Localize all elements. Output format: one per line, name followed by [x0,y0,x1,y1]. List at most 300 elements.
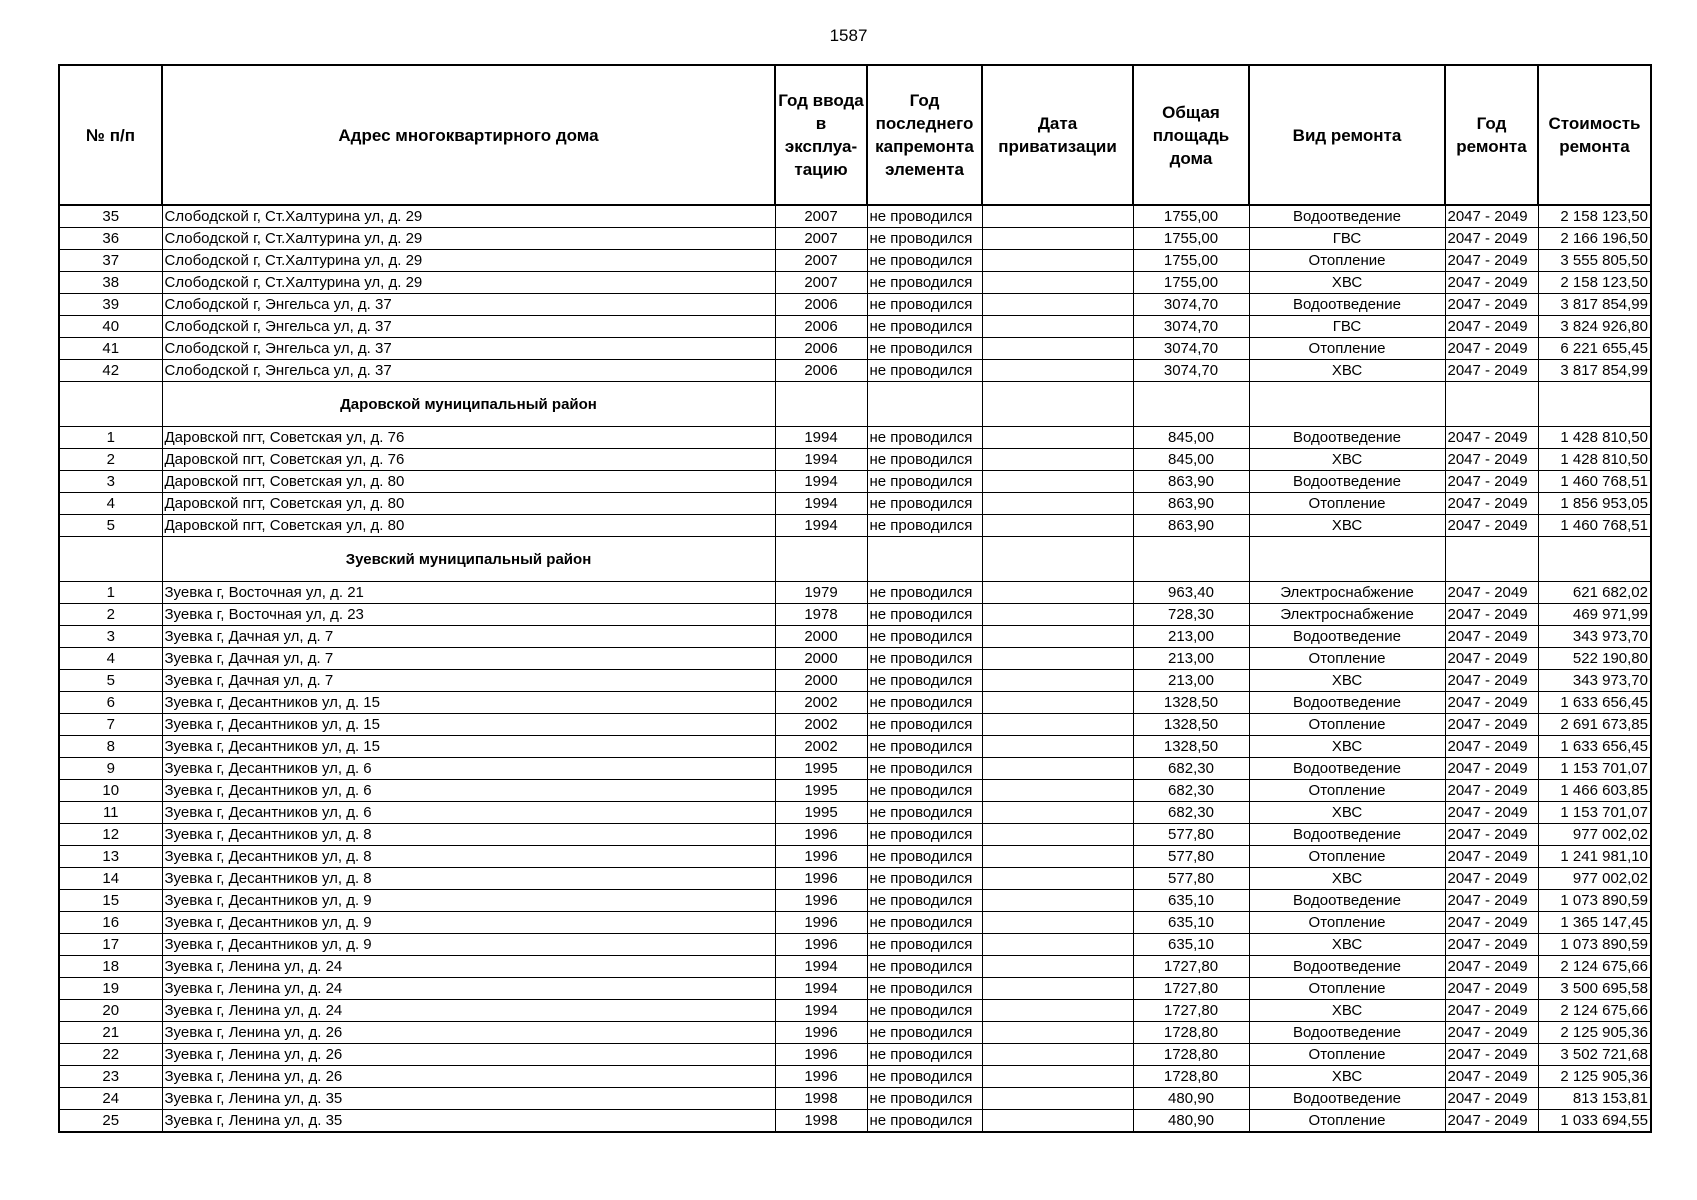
cell-address: Зуевка г, Десантников ул, д. 6 [162,802,775,824]
table-row [59,1044,1651,1066]
table-row [59,692,1651,714]
cell-repair-type: ХВС [1249,449,1445,471]
cell-address: Зуевка г, Десантников ул, д. 9 [162,912,775,934]
cell-cost: 3 555 805,50 [1538,250,1651,272]
cell-num: 41 [59,338,162,360]
cell-year: 2006 [775,338,867,360]
cell-repair-type: ХВС [1249,360,1445,382]
cell-last-repair: не проводился [867,1000,982,1022]
cell-repair-years: 2047 - 2049 [1445,493,1538,515]
cell-repair-type: Отопление [1249,250,1445,272]
cell-year: 1994 [775,515,867,537]
cell-last-repair: не проводился [867,670,982,692]
cell-address: Зуевка г, Ленина ул, д. 35 [162,1110,775,1133]
cell-repair-years: 2047 - 2049 [1445,1022,1538,1044]
section-row [59,537,1651,582]
cell-last-repair: не проводился [867,338,982,360]
cell-last-repair: не проводился [867,1044,982,1066]
cell-repair-type: Отопление [1249,714,1445,736]
header-repair-years: Год ремонта [1445,65,1538,205]
cell-last-repair: не проводился [867,205,982,228]
cell-privatization [982,780,1133,802]
cell-repair-type: ХВС [1249,272,1445,294]
section-empty-cell [1538,382,1651,427]
cell-year: 2002 [775,736,867,758]
header-num: № п/п [59,65,162,205]
cell-repair-type: Отопление [1249,338,1445,360]
cell-area: 3074,70 [1133,360,1249,382]
cell-repair-years: 2047 - 2049 [1445,1110,1538,1133]
cell-cost: 977 002,02 [1538,868,1651,890]
table-row [59,1088,1651,1110]
cell-year: 1996 [775,934,867,956]
cell-address: Зуевка г, Ленина ул, д. 35 [162,1088,775,1110]
table-header-row [59,65,1651,205]
cell-last-repair: не проводился [867,515,982,537]
cell-last-repair: не проводился [867,1066,982,1088]
cell-repair-type: Водоотведение [1249,1022,1445,1044]
cell-year: 2007 [775,205,867,228]
cell-area: 577,80 [1133,868,1249,890]
cell-privatization [982,1088,1133,1110]
cell-privatization [982,802,1133,824]
cell-repair-years: 2047 - 2049 [1445,670,1538,692]
table-row [59,1066,1651,1088]
cell-cost: 2 691 673,85 [1538,714,1651,736]
header-privatization: Дата приватизации [982,65,1133,205]
cell-cost: 2 125 905,36 [1538,1066,1651,1088]
cell-last-repair: не проводился [867,250,982,272]
cell-address: Даровской пгт, Советская ул, д. 80 [162,493,775,515]
cell-cost: 2 125 905,36 [1538,1022,1651,1044]
cell-address: Слободской г, Энгельса ул, д. 37 [162,316,775,338]
cell-area: 963,40 [1133,582,1249,604]
cell-address: Зуевка г, Десантников ул, д. 15 [162,692,775,714]
cell-privatization [982,582,1133,604]
cell-repair-type: Водоотведение [1249,758,1445,780]
cell-address: Зуевка г, Десантников ул, д. 9 [162,934,775,956]
cell-area: 213,00 [1133,670,1249,692]
table-row [59,471,1651,493]
cell-area: 635,10 [1133,934,1249,956]
cell-repair-years: 2047 - 2049 [1445,802,1538,824]
cell-repair-years: 2047 - 2049 [1445,205,1538,228]
cell-cost: 1 365 147,45 [1538,912,1651,934]
cell-repair-years: 2047 - 2049 [1445,1044,1538,1066]
cell-area: 1727,80 [1133,956,1249,978]
cell-num: 2 [59,449,162,471]
table-body [59,205,1651,1132]
cell-last-repair: не проводился [867,1022,982,1044]
cell-repair-type: Водоотведение [1249,626,1445,648]
cell-repair-type: Отопление [1249,493,1445,515]
cell-repair-type: Отопление [1249,912,1445,934]
cell-address: Зуевка г, Десантников ул, д. 6 [162,758,775,780]
cell-cost: 1 428 810,50 [1538,427,1651,449]
cell-privatization [982,316,1133,338]
cell-repair-years: 2047 - 2049 [1445,250,1538,272]
cell-area: 1755,00 [1133,272,1249,294]
cell-last-repair: не проводился [867,824,982,846]
cell-area: 863,90 [1133,493,1249,515]
cell-last-repair: не проводился [867,890,982,912]
cell-cost: 813 153,81 [1538,1088,1651,1110]
cell-last-repair: не проводился [867,427,982,449]
table-row [59,758,1651,780]
cell-year: 1996 [775,868,867,890]
cell-num: 8 [59,736,162,758]
cell-cost: 2 158 123,50 [1538,272,1651,294]
cell-address: Зуевка г, Десантников ул, д. 6 [162,780,775,802]
table-row [59,449,1651,471]
cell-year: 2007 [775,272,867,294]
cell-last-repair: не проводился [867,802,982,824]
section-title: Зуевский муниципальный район [162,537,775,582]
cell-last-repair: не проводился [867,956,982,978]
cell-num: 21 [59,1022,162,1044]
cell-last-repair: не проводился [867,1088,982,1110]
table-row [59,978,1651,1000]
table-row [59,582,1651,604]
cell-year: 2006 [775,316,867,338]
cell-num: 23 [59,1066,162,1088]
cell-cost: 1 073 890,59 [1538,890,1651,912]
table-row [59,824,1651,846]
cell-cost: 469 971,99 [1538,604,1651,626]
cell-area: 3074,70 [1133,316,1249,338]
cell-area: 682,30 [1133,802,1249,824]
cell-repair-years: 2047 - 2049 [1445,912,1538,934]
cell-last-repair: не проводился [867,604,982,626]
section-empty-cell [775,537,867,582]
table-row [59,846,1651,868]
cell-area: 1328,50 [1133,692,1249,714]
header-year-commission: Год ввода в эксплуа-тацию [775,65,867,205]
section-empty-cell [1445,382,1538,427]
cell-num: 1 [59,427,162,449]
cell-last-repair: не проводился [867,868,982,890]
cell-year: 1979 [775,582,867,604]
cell-last-repair: не проводился [867,272,982,294]
cell-area: 728,30 [1133,604,1249,626]
table-row [59,934,1651,956]
cell-privatization [982,978,1133,1000]
cell-year: 1994 [775,978,867,1000]
cell-area: 577,80 [1133,846,1249,868]
cell-cost: 1 633 656,45 [1538,692,1651,714]
cell-year: 2006 [775,360,867,382]
cell-area: 1727,80 [1133,978,1249,1000]
cell-num: 4 [59,493,162,515]
section-empty-cell [1249,537,1445,582]
cell-year: 1996 [775,912,867,934]
cell-repair-years: 2047 - 2049 [1445,1000,1538,1022]
header-cost: Стоимость ремонта [1538,65,1651,205]
cell-num: 35 [59,205,162,228]
cell-repair-type: Электроснабжение [1249,604,1445,626]
cell-area: 1755,00 [1133,250,1249,272]
cell-area: 213,00 [1133,648,1249,670]
cell-repair-type: Водоотведение [1249,1088,1445,1110]
section-empty-cell [1133,382,1249,427]
table-row [59,1022,1651,1044]
cell-year: 1996 [775,1066,867,1088]
cell-num: 4 [59,648,162,670]
cell-num: 7 [59,714,162,736]
cell-privatization [982,294,1133,316]
cell-privatization [982,427,1133,449]
table-row [59,294,1651,316]
cell-cost: 3 500 695,58 [1538,978,1651,1000]
cell-year: 1995 [775,780,867,802]
cell-address: Зуевка г, Десантников ул, д. 8 [162,846,775,868]
cell-last-repair: не проводился [867,780,982,802]
cell-repair-years: 2047 - 2049 [1445,294,1538,316]
cell-repair-type: Водоотведение [1249,471,1445,493]
cell-repair-years: 2047 - 2049 [1445,471,1538,493]
cell-address: Зуевка г, Дачная ул, д. 7 [162,648,775,670]
table-row [59,1000,1651,1022]
cell-cost: 3 817 854,99 [1538,360,1651,382]
table-row [59,493,1651,515]
cell-repair-years: 2047 - 2049 [1445,316,1538,338]
cell-privatization [982,205,1133,228]
cell-privatization [982,890,1133,912]
cell-last-repair: не проводился [867,493,982,515]
cell-address: Слободской г, Ст.Халтурина ул, д. 29 [162,272,775,294]
cell-address: Зуевка г, Десантников ул, д. 9 [162,890,775,912]
table-row [59,272,1651,294]
cell-repair-years: 2047 - 2049 [1445,868,1538,890]
cell-repair-type: Водоотведение [1249,890,1445,912]
table-row [59,868,1651,890]
cell-last-repair: не проводился [867,471,982,493]
cell-repair-years: 2047 - 2049 [1445,515,1538,537]
cell-num: 38 [59,272,162,294]
cell-year: 1978 [775,604,867,626]
cell-last-repair: не проводился [867,648,982,670]
cell-repair-years: 2047 - 2049 [1445,890,1538,912]
cell-repair-type: Электроснабжение [1249,582,1445,604]
cell-year: 2000 [775,626,867,648]
cell-repair-type: Отопление [1249,1110,1445,1133]
cell-num: 3 [59,626,162,648]
cell-privatization [982,1022,1133,1044]
cell-area: 1727,80 [1133,1000,1249,1022]
table-row [59,360,1651,382]
cell-privatization [982,824,1133,846]
cell-repair-years: 2047 - 2049 [1445,582,1538,604]
cell-cost: 621 682,02 [1538,582,1651,604]
cell-last-repair: не проводился [867,228,982,250]
cell-address: Зуевка г, Десантников ул, д. 8 [162,824,775,846]
cell-address: Зуевка г, Десантников ул, д. 15 [162,736,775,758]
cell-privatization [982,1044,1133,1066]
cell-privatization [982,846,1133,868]
cell-repair-years: 2047 - 2049 [1445,648,1538,670]
table-row [59,714,1651,736]
section-empty-cell [59,382,162,427]
cell-num: 16 [59,912,162,934]
cell-area: 1755,00 [1133,205,1249,228]
table-row [59,338,1651,360]
cell-last-repair: не проводился [867,360,982,382]
cell-address: Зуевка г, Восточная ул, д. 21 [162,582,775,604]
cell-repair-type: ХВС [1249,934,1445,956]
cell-area: 1328,50 [1133,736,1249,758]
table-row [59,780,1651,802]
cell-repair-type: Водоотведение [1249,294,1445,316]
cell-address: Слободской г, Энгельса ул, д. 37 [162,360,775,382]
section-empty-cell [1538,537,1651,582]
cell-repair-years: 2047 - 2049 [1445,846,1538,868]
cell-privatization [982,912,1133,934]
cell-address: Слободской г, Ст.Халтурина ул, д. 29 [162,250,775,272]
cell-repair-type: ХВС [1249,736,1445,758]
cell-cost: 1 428 810,50 [1538,449,1651,471]
cell-area: 682,30 [1133,780,1249,802]
cell-address: Слободской г, Энгельса ул, д. 37 [162,338,775,360]
cell-last-repair: не проводился [867,1110,982,1133]
cell-cost: 977 002,02 [1538,824,1651,846]
cell-last-repair: не проводился [867,449,982,471]
section-title: Даровской муниципальный район [162,382,775,427]
header-area: Общая площадь дома [1133,65,1249,205]
section-row [59,382,1651,427]
cell-last-repair: не проводился [867,978,982,1000]
header-repair-type: Вид ремонта [1249,65,1445,205]
cell-privatization [982,338,1133,360]
table-row [59,670,1651,692]
cell-address: Даровской пгт, Советская ул, д. 80 [162,515,775,537]
cell-address: Зуевка г, Ленина ул, д. 24 [162,978,775,1000]
cell-cost: 343 973,70 [1538,670,1651,692]
cell-privatization [982,758,1133,780]
cell-cost: 1 073 890,59 [1538,934,1651,956]
cell-repair-type: ХВС [1249,1000,1445,1022]
cell-num: 25 [59,1110,162,1133]
cell-privatization [982,604,1133,626]
cell-area: 845,00 [1133,427,1249,449]
cell-address: Слободской г, Энгельса ул, д. 37 [162,294,775,316]
cell-repair-years: 2047 - 2049 [1445,626,1538,648]
cell-num: 14 [59,868,162,890]
cell-year: 1995 [775,758,867,780]
cell-year: 2002 [775,714,867,736]
cell-privatization [982,1110,1133,1133]
cell-area: 213,00 [1133,626,1249,648]
cell-num: 5 [59,515,162,537]
cell-last-repair: не проводился [867,846,982,868]
cell-last-repair: не проводился [867,626,982,648]
cell-cost: 2 124 675,66 [1538,1000,1651,1022]
cell-address: Зуевка г, Десантников ул, д. 8 [162,868,775,890]
cell-repair-years: 2047 - 2049 [1445,604,1538,626]
cell-year: 2006 [775,294,867,316]
header-address: Адрес многоквартирного дома [162,65,775,205]
cell-cost: 1 633 656,45 [1538,736,1651,758]
cell-repair-years: 2047 - 2049 [1445,449,1538,471]
section-empty-cell [1249,382,1445,427]
cell-repair-type: Водоотведение [1249,692,1445,714]
cell-num: 9 [59,758,162,780]
section-empty-cell [982,537,1133,582]
cell-num: 6 [59,692,162,714]
cell-cost: 6 221 655,45 [1538,338,1651,360]
cell-privatization [982,736,1133,758]
cell-year: 1996 [775,890,867,912]
cell-num: 39 [59,294,162,316]
cell-repair-type: Отопление [1249,978,1445,1000]
table-row [59,515,1651,537]
cell-repair-years: 2047 - 2049 [1445,427,1538,449]
cell-cost: 3 502 721,68 [1538,1044,1651,1066]
cell-num: 3 [59,471,162,493]
table-row [59,956,1651,978]
cell-year: 1996 [775,824,867,846]
section-empty-cell [982,382,1133,427]
table-row [59,250,1651,272]
section-empty-cell [1445,537,1538,582]
cell-num: 13 [59,846,162,868]
cell-year: 2002 [775,692,867,714]
cell-year: 1998 [775,1110,867,1133]
cell-repair-years: 2047 - 2049 [1445,272,1538,294]
section-empty-cell [867,537,982,582]
table-row [59,1110,1651,1133]
cell-cost: 3 824 926,80 [1538,316,1651,338]
cell-repair-type: ХВС [1249,515,1445,537]
cell-year: 1995 [775,802,867,824]
table-row [59,228,1651,250]
cell-num: 36 [59,228,162,250]
cell-year: 1994 [775,449,867,471]
cell-address: Зуевка г, Дачная ул, д. 7 [162,670,775,692]
cell-repair-years: 2047 - 2049 [1445,360,1538,382]
cell-cost: 3 817 854,99 [1538,294,1651,316]
table-row [59,205,1651,228]
cell-area: 577,80 [1133,824,1249,846]
cell-privatization [982,956,1133,978]
cell-cost: 522 190,80 [1538,648,1651,670]
cell-privatization [982,250,1133,272]
header-last-repair: Год последнего капремонта элемента [867,65,982,205]
cell-area: 863,90 [1133,471,1249,493]
cell-area: 635,10 [1133,890,1249,912]
cell-year: 1996 [775,1044,867,1066]
section-empty-cell [1133,537,1249,582]
cell-repair-type: ГВС [1249,228,1445,250]
cell-address: Зуевка г, Ленина ул, д. 24 [162,956,775,978]
table-row [59,427,1651,449]
table-row [59,604,1651,626]
cell-address: Зуевка г, Ленина ул, д. 26 [162,1022,775,1044]
cell-privatization [982,714,1133,736]
section-empty-cell [59,537,162,582]
table-row [59,648,1651,670]
cell-num: 5 [59,670,162,692]
cell-privatization [982,449,1133,471]
cell-num: 12 [59,824,162,846]
cell-num: 11 [59,802,162,824]
cell-year: 2000 [775,648,867,670]
cell-cost: 2 124 675,66 [1538,956,1651,978]
cell-address: Даровской пгт, Советская ул, д. 76 [162,449,775,471]
cell-last-repair: не проводился [867,294,982,316]
table-row [59,736,1651,758]
cell-num: 37 [59,250,162,272]
cell-last-repair: не проводился [867,912,982,934]
